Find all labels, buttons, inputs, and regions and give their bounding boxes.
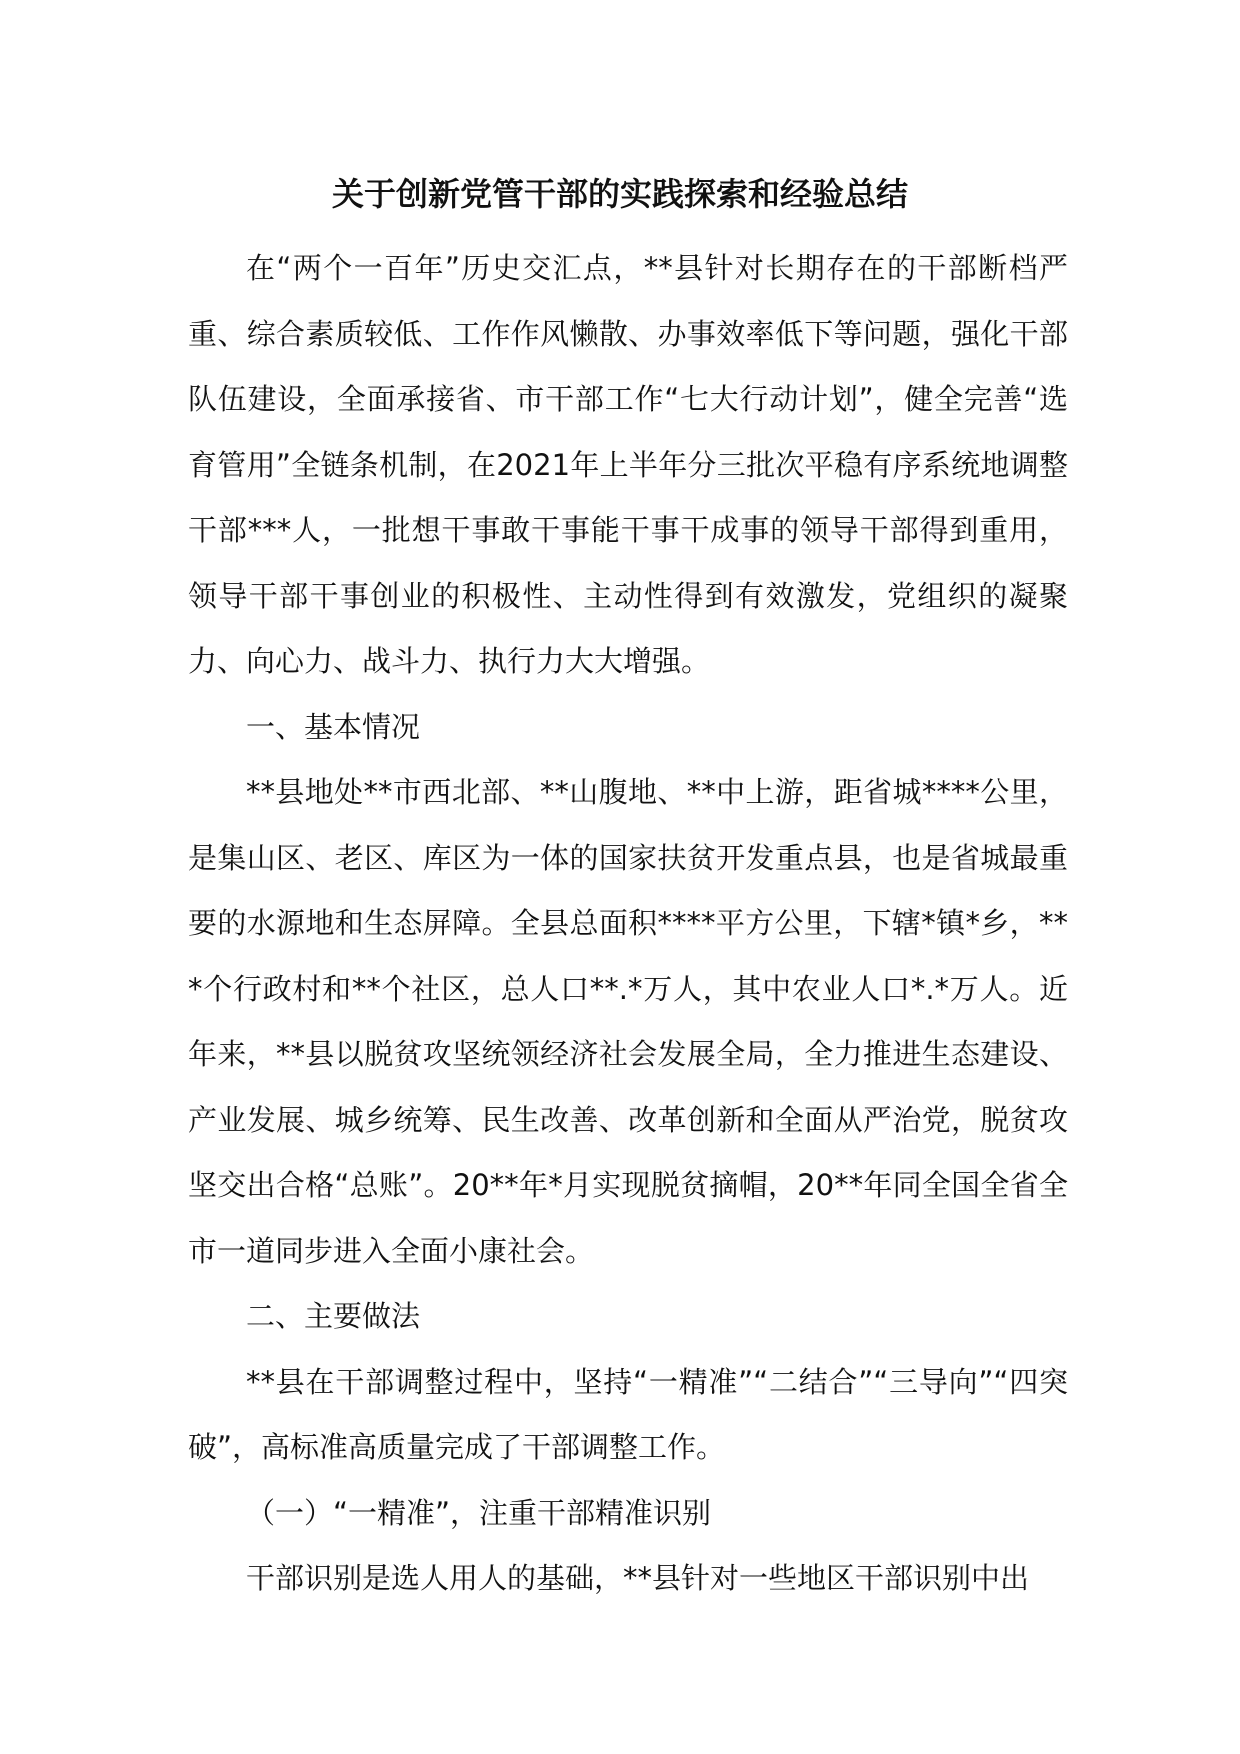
section-heading-basic-situation: 一、基本情况 (246, 709, 421, 744)
precision-paragraph: 干部识别是选人用人的基础，**县针对一些地区干部识别中出 (246, 1561, 1030, 1595)
document-title: 关于创新党管干部的实践探索和经验总结 (331, 175, 908, 213)
subsection-heading-precision: （一）“一精准”，注重干部精准识别 (246, 1495, 712, 1530)
section-heading-main-practices: 二、主要做法 (246, 1299, 421, 1333)
document-body (188, 236, 1068, 1612)
main-practices-paragraph: **县在干部调整过程中，坚持“一精准”“二结合”“三导向”“四突破”，高标准高质量完成了干部调整工作。 (188, 1364, 1068, 1464)
basic-situation-paragraph: **县地处**市西北部、**山腹地、**中上游，距省城****公里，是集山区、老区、库区为一体的国家扶贫开发重点县，也是省城最重要的水源地和生态屏障。全县总面积****平方公里，下辖*镇*乡，***个行政村和**个社区，总人口**.*万人，其中农业人口*.*万人。近年来，**县以脱贫攻坚统领经济社会发展全局，全力推进生态建设、产业发展、城乡统筹、民生改善、改革创新和全面从严治党，脱贫攻坚交出合格“总账”。20**年*月实现脱贫摘帽，20**年同全国全省全市一道同步进入全面小康社会。 (188, 775, 1068, 1268)
intro-paragraph: 在“两个一百年”历史交汇点，**县针对长期存在的干部断档严重、综合素质较低、工作作风懒散、办事效率低下等问题，强化干部队伍建设，全面承接省、市干部工作“七大行动计划”，健全完善“选育管用”全链条机制，在2021年上半年分三批次平稳有序系统地调整干部***人，一批想干事敢干事能干事干成事的领导干部得到重用，领导干部干事创业的积极性、主动性得到有效激发，党组织的凝聚力、向心力、战斗力、执行力大大增强。 (188, 251, 1068, 678)
